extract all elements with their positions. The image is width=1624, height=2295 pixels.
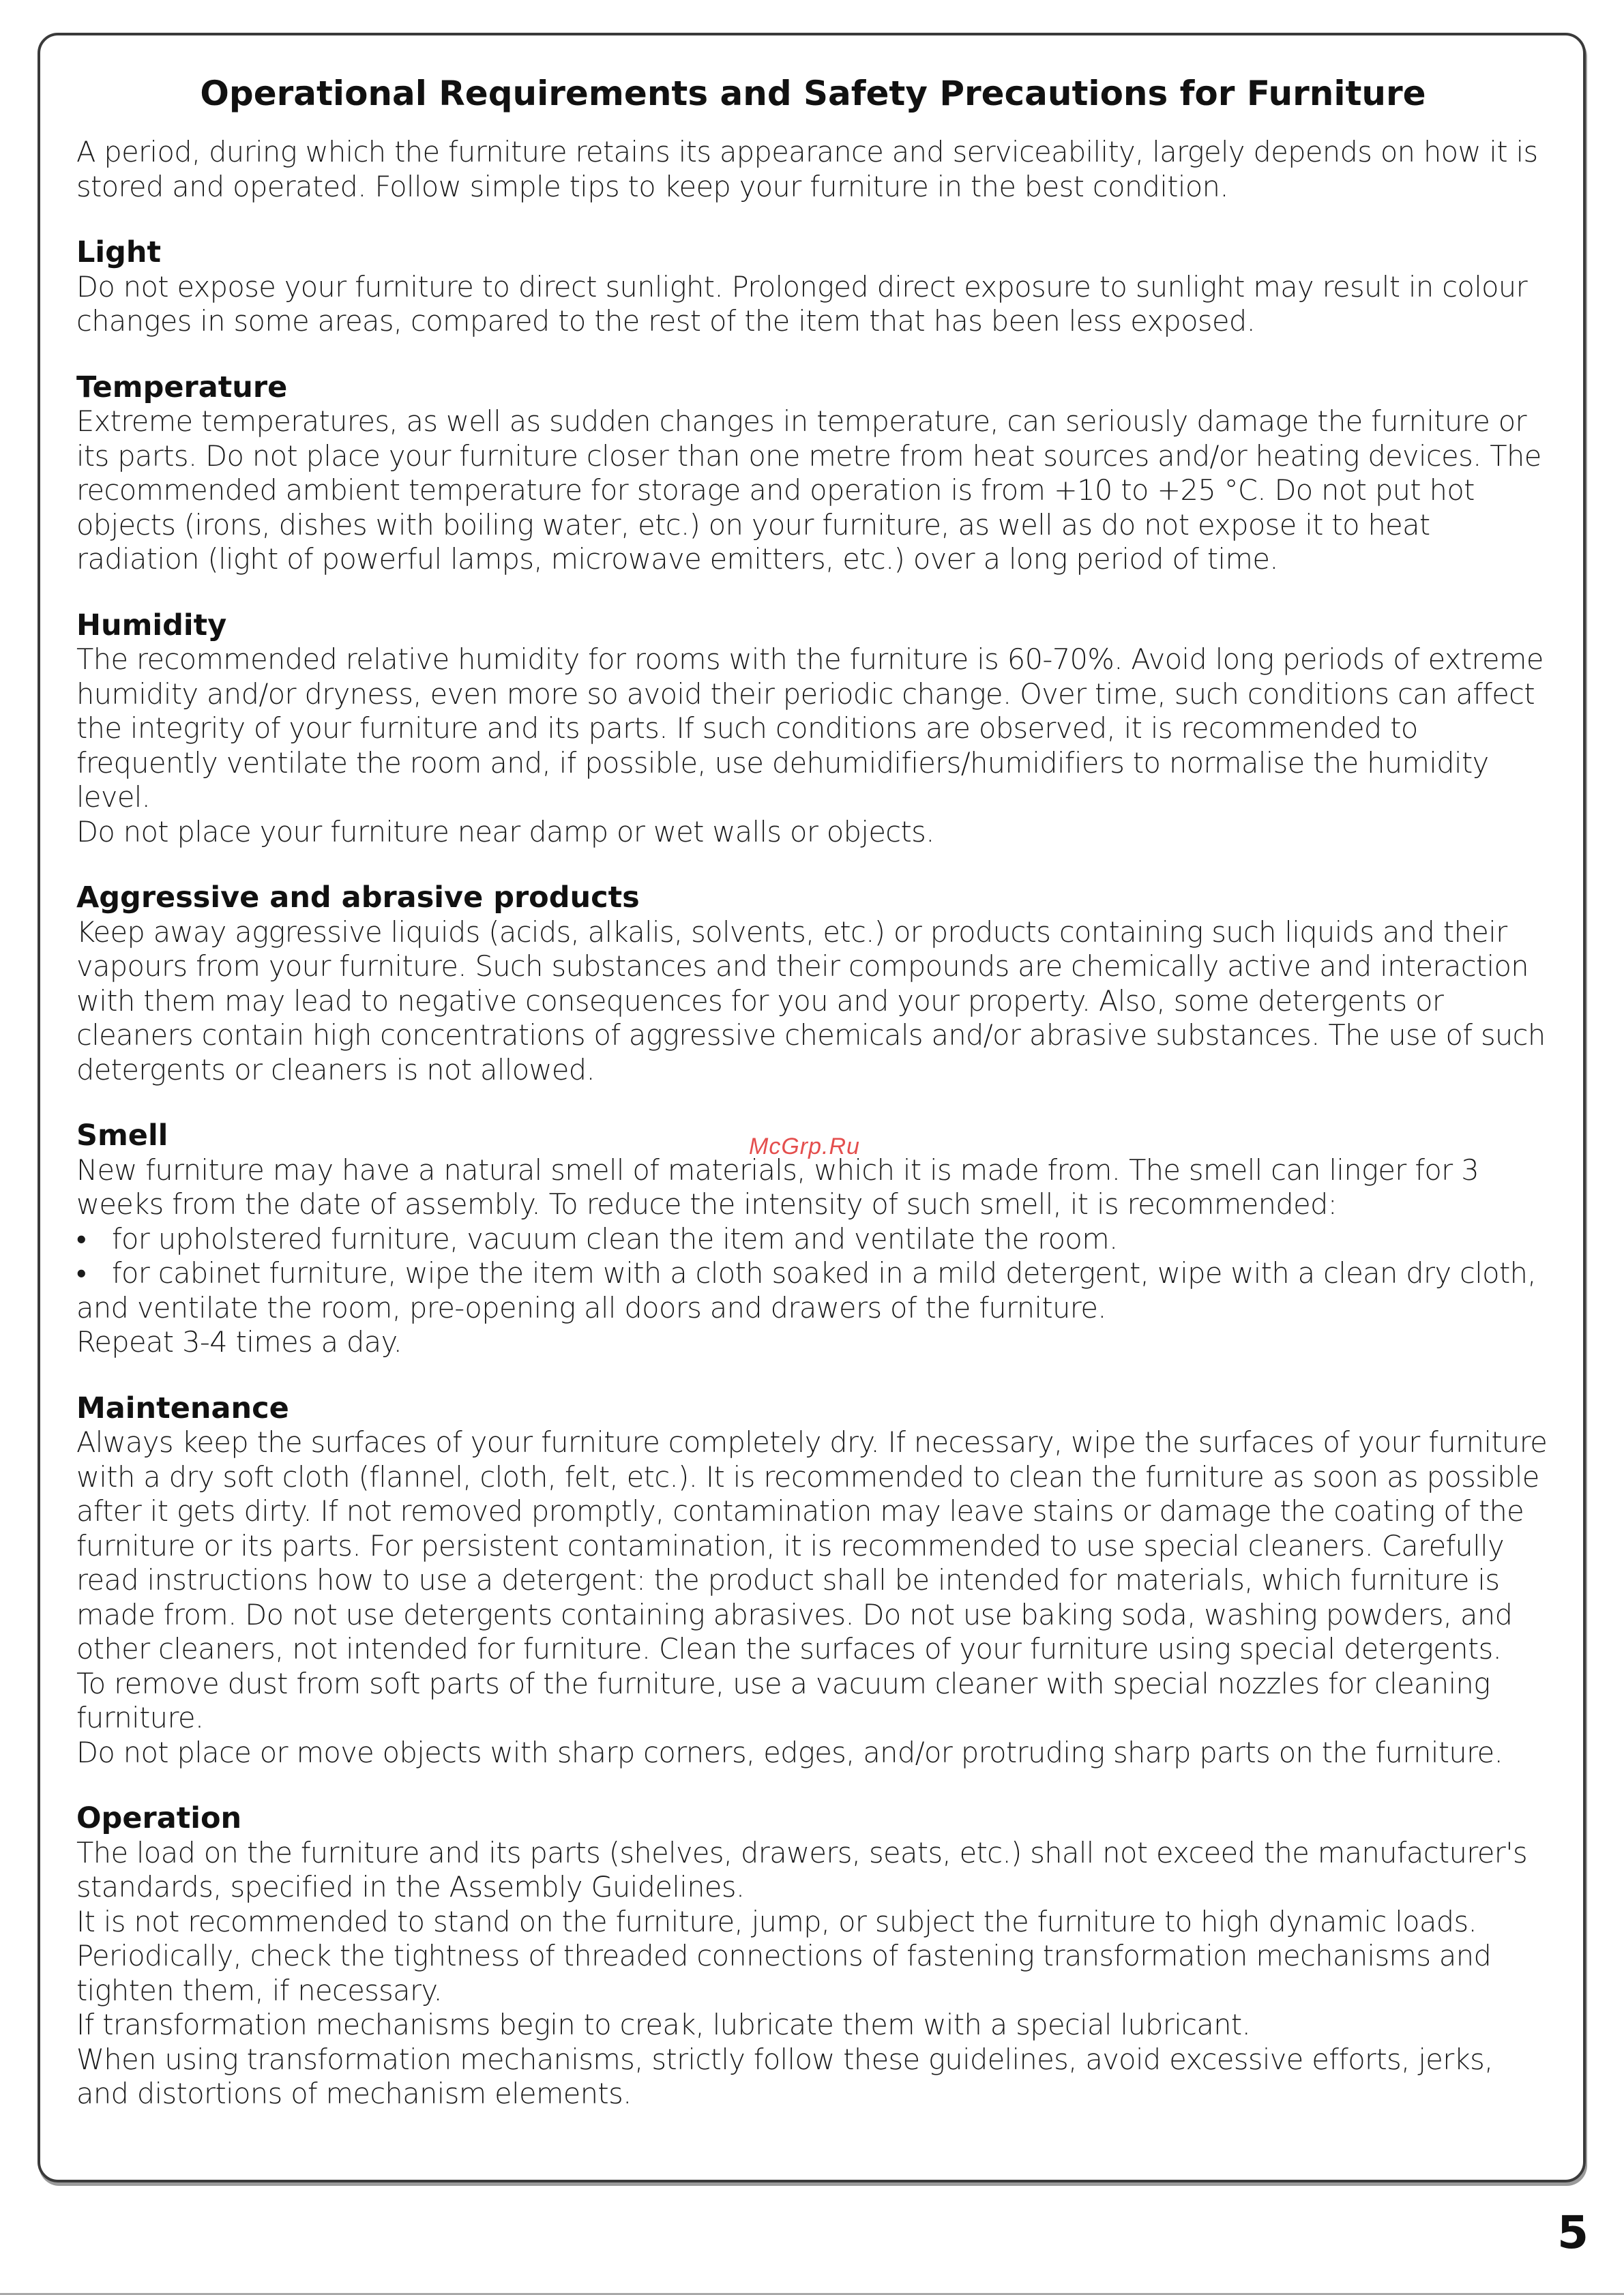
section-paragraph: Do not place or move objects with sharp corners, edges, and/or protruding sharp parts on the furniture.	[76, 1735, 1503, 1769]
section-paragraph: Periodically, check the tightness of threaded connections of fastening transformation mechanisms and tighten them, if necessary.	[76, 1939, 1492, 2007]
section-paragraph: Always keep the surfaces of your furniture completely dry. If necessary, wipe the surfaces of your furniture with a dry soft cloth (flannel, cloth, felt, etc.). It is recommended to clean the furniture as soon as possible after it gets dirty. If not removed promptly, contamination may leave stains or damage the coating of the furniture or its parts. For persistent contamination, it is recommended to use special cleaners. Carefully read instructions how to use a detergent: the product shall be intended for materials, which furniture is made from. Do not use detergents containing abrasives. Do not use baking soda, washing powders, and other cleaners, not intended for furniture. Clean the surfaces of your furniture using special detergents.	[76, 1425, 1548, 1665]
watermark-text: McGrp.Ru	[749, 1134, 860, 1159]
section-heading: Light	[76, 235, 162, 269]
section-humidity	[76, 608, 1550, 850]
page-number: 5	[1557, 2206, 1589, 2259]
section-paragraph: The recommended relative humidity for rooms with the furniture is 60-70%. Avoid long periods of extreme humidity and/or dryness, even more so avoid their periodic change. Over time, such conditions can affect the integrity of your furniture and its parts. If such conditions are observed, it is recommended to frequently ventilate the room and, if possible, use dehumidifiers/humidifiers to normalise the humidity level.	[76, 642, 1544, 814]
section-heading: Temperature	[76, 370, 288, 404]
section-paragraph: It is not recommended to stand on the furniture, jump, or subject the furniture to high dynamic loads.	[76, 1904, 1477, 1938]
section-paragraph: Do not expose your furniture to direct sunlight. Prolonged direct exposure to sunlight may result in colour changes in some areas, compared to the rest of the item that has been less exposed.	[76, 269, 1528, 338]
section-operation	[76, 1801, 1550, 2112]
bullet-text: for upholstered furniture, vacuum clean the item and ventilate the room.	[112, 1221, 1118, 1256]
section-paragraph: When using transformation mechanisms, strictly follow these guidelines, avoid excessive efforts, jerks, and distortions of mechanism elements.	[76, 2042, 1493, 2110]
bullet-item	[76, 1256, 1550, 1325]
section-heading: Operation	[76, 1801, 242, 1835]
section-paragraph: The load on the furniture and its parts (shelves, drawers, seats, etc.) shall not exceed the manufacturer's standards, specified in the Assembly Guidelines.	[76, 1835, 1528, 1904]
section-aggressive-products	[76, 880, 1550, 1087]
bullet-icon: •	[76, 1221, 86, 1256]
section-heading: Smell	[76, 1119, 168, 1153]
document-body	[76, 74, 1550, 2112]
section-heading: Aggressive and abrasive products	[76, 880, 640, 915]
section-paragraph: To remove dust from soft parts of the furniture, use a vacuum cleaner with special nozzles for cleaning furniture.	[76, 1666, 1490, 1734]
section-paragraph: New furniture may have a natural smell of materials, which it is made from. The smell can linger for 3 weeks from the date of assembly. To reduce the intensity of such smell, it is recommended:	[76, 1153, 1479, 1221]
section-paragraph: Repeat 3-4 times a day.	[76, 1325, 402, 1359]
section-paragraph: Keep away aggressive liquids (acids, alkalis, solvents, etc.) or products containing such liquids and their vapours from your furniture. Such substances and their compounds are chemically active and interaction with them may lead to negative consequences for you and your property. Also, some detergents or cleaners contain high concentrations of aggressive chemicals and/or abrasive substances. The use of such detergents or cleaners is not allowed.	[76, 915, 1546, 1086]
intro-paragraph: A period, during which the furniture retains its appearance and serviceability, largely depends on how it is stored and operated. Follow simple tips to keep your furniture in the best condition.	[76, 135, 1538, 203]
bullet-item	[76, 1222, 1550, 1257]
section-maintenance	[76, 1391, 1550, 1771]
section-paragraph: Extreme temperatures, as well as sudden changes in temperature, can seriously damage the furniture or its parts. Do not place your furniture closer than one metre from heat sources and/or heating devices. The recommended ambient temperature for storage and operation is from +10 to +25 °C. Do not put hot objects (irons, dishes with boiling water, etc.) on your furniture, as well as do not expose it to heat radiation (light of powerful lamps, microwave emitters, etc.) over a long period of time.	[76, 404, 1541, 576]
bullet-text: for cabinet furniture, wipe the item with a cloth soaked in a mild detergent, wipe with a clean dry cloth, and ventilate the room, pre-opening all doors and drawers of the furniture.	[76, 1256, 1536, 1324]
section-temperature	[76, 370, 1550, 577]
section-paragraph: Do not place your furniture near damp or wet walls or objects.	[76, 814, 934, 848]
section-paragraph: If transformation mechanisms begin to creak, lubricate them with a special lubricant.	[76, 2008, 1251, 2041]
bullet-icon: •	[76, 1256, 86, 1290]
section-heading: Humidity	[76, 608, 227, 642]
page-title: Operational Requirements and Safety Precautions for Furniture	[200, 74, 1426, 113]
section-light	[76, 235, 1550, 339]
section-heading: Maintenance	[76, 1391, 289, 1425]
